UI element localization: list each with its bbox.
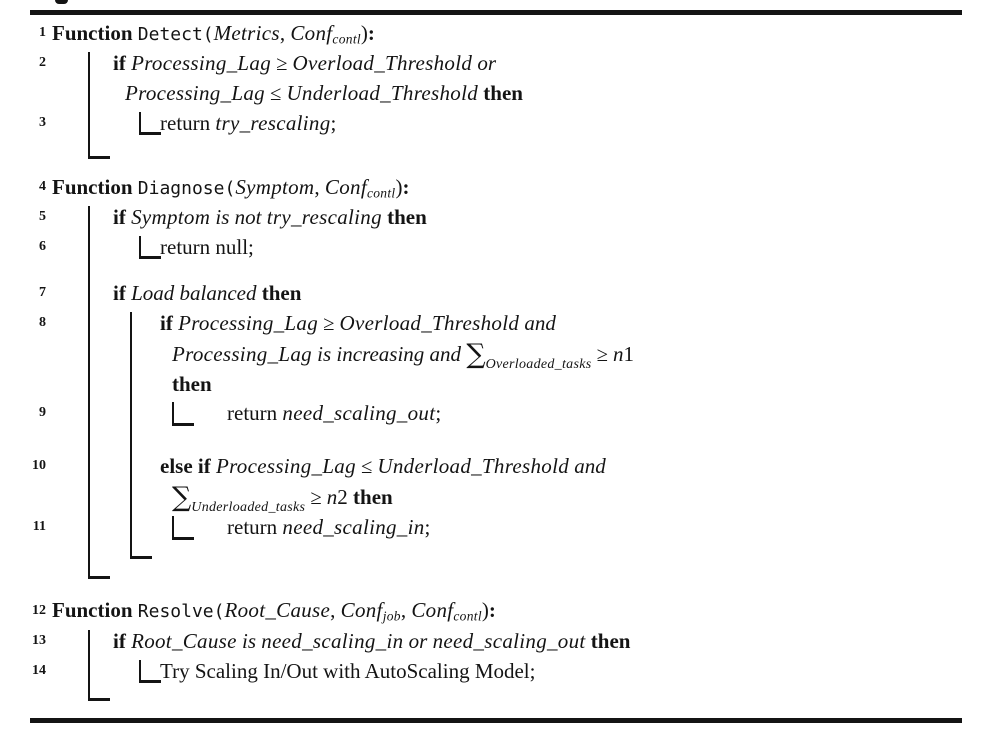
block-spacer (0, 262, 992, 278)
seg-n: n (613, 342, 624, 366)
seg-kw: if (113, 629, 132, 653)
seg-it: is (236, 629, 262, 653)
seg-v: need_scaling_in (282, 515, 425, 539)
seg-t: return (160, 111, 216, 135)
seg-v: Processing_Lag (178, 311, 318, 335)
seg-kw: Function (52, 175, 138, 199)
seg-t: ; (424, 515, 431, 539)
seg-t: Try Scaling In/Out with AutoScaling Model; (160, 659, 536, 683)
seg-sb: contl (453, 608, 482, 624)
seg-sb: contl (332, 31, 361, 47)
line-number: 10 (32, 458, 46, 473)
seg-v: Processing_Lag (172, 342, 312, 366)
code-line-wrap (0, 370, 992, 398)
code-line-9 (0, 398, 992, 428)
seg-kw: if (113, 281, 132, 305)
code-line-8 (0, 308, 992, 338)
seg-kw: else if (160, 454, 216, 478)
seg-v: Conf (340, 598, 383, 622)
seg-t: , (314, 175, 325, 199)
code-text (227, 512, 992, 542)
code-text (113, 278, 992, 308)
seg-kw: if (113, 205, 132, 229)
seg-sb: contl (366, 185, 396, 201)
code-line-2 (0, 48, 992, 78)
code-text (125, 78, 992, 109)
seg-rel: ≥ (318, 313, 340, 335)
seg-ssb: Overloaded_tasks (485, 357, 592, 372)
seg-rel: ≥ (591, 344, 613, 366)
seg-t: , (330, 598, 341, 622)
line-number: 6 (39, 239, 46, 254)
line-number: 8 (39, 315, 46, 330)
code-text (113, 626, 992, 656)
seg-sb: job (382, 608, 401, 624)
seg-t: , (279, 21, 291, 45)
seg-kw: then (347, 485, 393, 509)
code-text (160, 308, 992, 339)
seg-kw: : (402, 175, 410, 199)
line-number: 4 (39, 179, 46, 194)
seg-kw: then (585, 629, 631, 653)
code-line-13 (0, 626, 992, 656)
seg-kw: then (172, 372, 212, 396)
seg-d: 1 (623, 342, 634, 366)
seg-v: need_scaling_out (282, 401, 436, 425)
code-text (113, 202, 992, 232)
code-line-7 (0, 278, 992, 308)
seg-v: Conf (411, 598, 454, 622)
seg-v: Overload_Threshold (339, 311, 520, 335)
seg-kw: Function (52, 21, 138, 45)
seg-sum: ∑ (172, 482, 192, 513)
line-number: 2 (39, 55, 46, 70)
seg-kw: if (113, 51, 132, 75)
seg-v: need_scaling_in (261, 629, 404, 653)
seg-t: ; (330, 111, 337, 135)
seg-sum: ∑ (466, 339, 486, 370)
seg-it: or (403, 629, 433, 653)
line-number: 3 (39, 115, 46, 130)
line-number: 9 (39, 405, 46, 420)
seg-rel: ≥ (271, 53, 293, 75)
seg-it: is not (210, 205, 267, 229)
seg-it: is increasing and (311, 342, 467, 366)
seg-it: Load balanced (131, 281, 257, 305)
code-line-1 (0, 18, 992, 48)
seg-kw: : (488, 598, 496, 622)
line-number: 13 (32, 633, 46, 648)
line-number: 5 (39, 209, 46, 224)
seg-v: Underload_Threshold (377, 454, 570, 478)
code-text (160, 232, 992, 262)
seg-v: Processing_Lag (131, 51, 271, 75)
code-line-6 (0, 232, 992, 262)
code-line-3 (0, 108, 992, 138)
line-number: 12 (32, 603, 46, 618)
code-line-5 (0, 202, 992, 232)
seg-rel: ≥ (305, 487, 327, 509)
seg-v: Underload_Threshold (286, 81, 479, 105)
seg-v: Overload_Threshold (292, 51, 473, 75)
bottom-rule (30, 718, 962, 723)
seg-d: 2 (337, 485, 348, 509)
seg-rel: ≤ (264, 83, 287, 105)
seg-v: try_rescaling (266, 205, 382, 229)
code-text (160, 108, 992, 138)
code-line-wrap (0, 78, 992, 108)
seg-n: n (326, 485, 338, 509)
seg-v: Conf (290, 21, 333, 45)
seg-t: ) (481, 598, 489, 622)
code-text (160, 450, 992, 483)
code-text (113, 48, 992, 79)
seg-v: need_scaling_out (432, 629, 586, 653)
seg-v: Conf (324, 175, 367, 199)
code-text (227, 398, 992, 428)
seg-ssb: Underloaded_tasks (191, 500, 306, 515)
line-number: 11 (32, 519, 46, 534)
seg-t: return (227, 515, 283, 539)
seg-t: ) (395, 175, 403, 199)
line-number: 14 (32, 663, 46, 678)
seg-v: Processing_Lag (215, 454, 356, 478)
seg-kw: then (381, 205, 427, 229)
seg-fn: Diagnose( (137, 178, 236, 199)
seg-v: Processing_Lag (125, 81, 265, 105)
seg-v: Symptom (131, 205, 211, 229)
code-line-wrap (0, 338, 992, 370)
resolve-body-foot (88, 698, 110, 701)
top-rule (30, 10, 962, 15)
seg-t: , (400, 598, 412, 622)
seg-it: or (472, 51, 497, 75)
block-spacer (0, 138, 992, 172)
code-line-12 (0, 595, 992, 626)
code-text (172, 370, 992, 398)
code-line-11 (0, 512, 992, 542)
seg-it: and (569, 454, 606, 478)
seg-t: return (227, 401, 283, 425)
seg-v: Root_Cause (224, 598, 331, 622)
seg-kw: then (256, 281, 302, 305)
code-line-4 (0, 172, 992, 202)
block-spacer (0, 542, 992, 595)
seg-kw: if (160, 311, 179, 335)
seg-fn: Resolve( (137, 601, 225, 622)
seg-t: ) (360, 21, 368, 45)
seg-kw: : (367, 21, 375, 45)
algorithm-body (0, 18, 992, 686)
seg-kw: then (478, 81, 523, 105)
seg-fn: Detect( (137, 24, 214, 45)
seg-it: and (519, 311, 556, 335)
seg-v: Symptom (235, 175, 315, 199)
block-spacer (0, 428, 992, 450)
line-number: 7 (39, 285, 46, 300)
seg-t: ; (435, 401, 442, 425)
seg-v: try_rescaling (215, 111, 331, 135)
seg-v: Metrics (213, 21, 280, 45)
line-number: 1 (39, 25, 46, 40)
code-line-wrap (0, 482, 992, 515)
code-line-10 (0, 450, 992, 482)
code-line-14 (0, 656, 992, 686)
seg-t: return null; (160, 235, 254, 259)
code-text (160, 656, 992, 686)
seg-v: Root_Cause (131, 629, 237, 653)
seg-kw: Function (52, 598, 138, 622)
cropped-caption-fragment (55, 0, 68, 4)
seg-rel: ≤ (355, 456, 378, 478)
